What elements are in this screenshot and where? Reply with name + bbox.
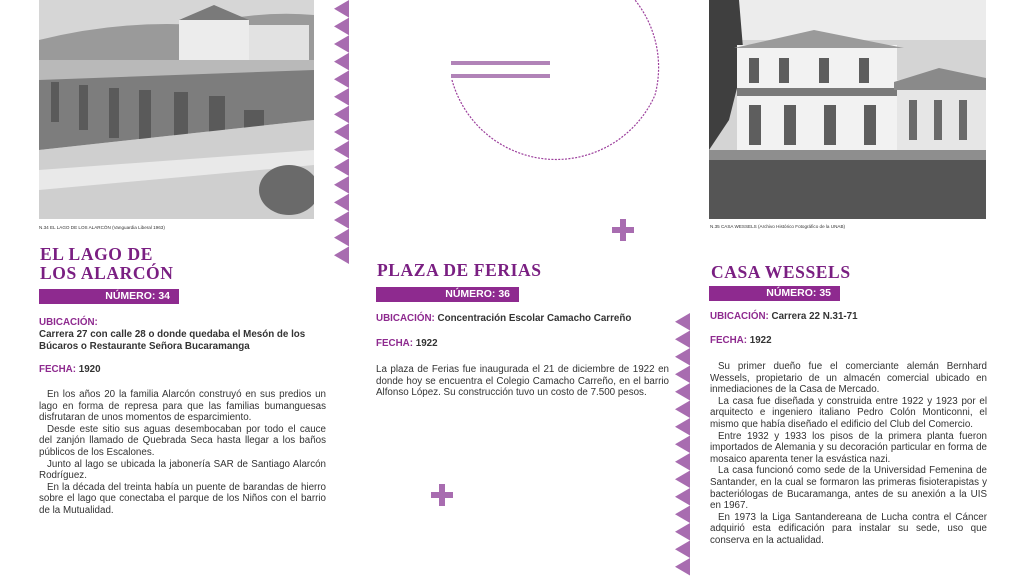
- triangle-mark: [675, 366, 690, 384]
- wessels-date-label: FECHA:: [710, 335, 748, 346]
- plaza-title: PLAZA DE FERIAS: [377, 260, 542, 280]
- lake-title: [40, 245, 174, 283]
- triangle-mark: [334, 106, 349, 124]
- plaza-paragraph: La plaza de Ferias fue inaugurada el 21 de diciembre de 1922 en donde hoy se encuentra el Colegio Camacho Carreño, en el barrio Alfonso López. Su construcción tuvo un costo de 7.500 pesos.: [376, 364, 669, 399]
- lake-location: [39, 317, 311, 353]
- triangle-mark: [334, 229, 349, 247]
- plaza-date: [376, 338, 438, 350]
- lake-paragraph: En los años 20 la familia Alarcón construyó en sus predios un lago en forma de represa para que las familias bumanguesas disfrutaran de unos momentos de esparcimiento.: [39, 389, 326, 424]
- wessels-paragraph: La casa fue diseñada y construida entre 1922 y 1923 por el arquitecto e ingeniero italiano Pedro Colón Monticonni, el mismo que había diseñado el edificio del Club del Comercio.: [710, 395, 987, 430]
- triangle-mark: [334, 246, 349, 264]
- wessels-date: [710, 335, 772, 347]
- lake-body: [39, 389, 326, 517]
- wessels-number-badge: NÚMERO: 35: [709, 286, 840, 301]
- lake-location-label: UBICACIÓN:: [39, 317, 98, 328]
- triangle-mark: [675, 383, 690, 401]
- triangle-mark: [675, 436, 690, 454]
- triangle-mark: [675, 523, 690, 541]
- triangle-mark: [675, 488, 690, 506]
- plaza-date-value: 1922: [415, 338, 438, 349]
- wessels-location: [710, 311, 990, 323]
- wessels-photo-caption: N.35 CASA WESSELS (Archivo Histórico Fotográfico de la UNAB): [710, 224, 846, 229]
- triangle-mark: [675, 506, 690, 524]
- triangle-mark: [675, 418, 690, 436]
- triangle-strip-right: [674, 313, 692, 576]
- lake-title-line1: EL LAGO DE: [40, 244, 153, 264]
- triangle-mark: [334, 176, 349, 194]
- lake-location-value: Carrera 27 con calle 28 o donde quedaba el Mesón de los Búcaros o Restaurante Señora Bucaramanga: [39, 329, 306, 352]
- lake-photo: [39, 0, 314, 219]
- triangle-mark: [334, 194, 349, 212]
- plaza-number-badge: NÚMERO: 36: [376, 287, 519, 302]
- plus-icon: [431, 484, 453, 506]
- lake-number-badge: NÚMERO: 34: [39, 289, 179, 304]
- lake-photo-caption: N.34 EL LAGO DE LOS ALARCÓN (Vanguardia Liberal 1963): [39, 225, 165, 230]
- wessels-paragraph: Entre 1932 y 1933 los pisos de la primera planta fueron importados de Alemania y su decoración particular en forma de mosaico aparenta tener la esvástica nazi.: [710, 430, 987, 465]
- wessels-photo: [709, 0, 986, 219]
- lake-date-label: FECHA:: [39, 364, 77, 375]
- triangle-mark: [334, 141, 349, 159]
- wessels-body: [710, 361, 987, 547]
- plaza-location-label: UBICACIÓN:: [376, 313, 435, 324]
- triangle-mark: [334, 18, 349, 36]
- plaza-location: [376, 313, 676, 325]
- triangle-mark: [334, 123, 349, 141]
- triangle-mark: [334, 35, 349, 53]
- triangle-mark: [334, 53, 349, 71]
- triangle-mark: [675, 453, 690, 471]
- wessels-location-value: Carrera 22 N.31-71: [771, 311, 858, 322]
- lake-date: [39, 364, 101, 376]
- triangle-mark: [334, 88, 349, 106]
- wessels-title: CASA WESSELS: [711, 262, 851, 282]
- lake-title-line2: LOS ALARCÓN: [40, 263, 174, 283]
- wessels-paragraph: En 1973 la Liga Santandereana de Lucha contra el Cáncer adquirió esta edificación para instalar su sede, uso que conserva en la actualidad.: [710, 511, 987, 546]
- lake-paragraph: Junto al lago se ubicada la jabonería SAR de Santiago Alarcón Rodríguez.: [39, 458, 326, 482]
- triangle-mark: [675, 471, 690, 489]
- triangle-mark: [675, 401, 690, 419]
- wessels-date-value: 1922: [749, 335, 772, 346]
- plaza-location-value: Concentración Escolar Camacho Carreño: [437, 313, 632, 324]
- lake-paragraph: En la década del treinta había un puente de barandas de hierro sobre el lago que conectaba el parque de los Niños con el barrio de la Mutualidad.: [39, 481, 326, 516]
- wessels-location-label: UBICACIÓN:: [710, 311, 769, 322]
- plaza-body: [376, 364, 669, 399]
- triangle-mark: [675, 348, 690, 366]
- plaza-date-label: FECHA:: [376, 338, 414, 349]
- double-line-icon: [451, 61, 550, 81]
- lake-date-value: 1920: [78, 364, 101, 375]
- lake-paragraph: Desde este sitio sus aguas desembocaban por todo el cauce del zanjón llamado de Quebrada Seca hasta llegar a los baños públicos de los Escalones.: [39, 423, 326, 458]
- triangle-strip-left: [333, 0, 351, 266]
- wessels-paragraph: Su primer dueño fue el comerciante alemán Bernhard Wessels, propietario de un almacén comercial ubicado en inmediaciones de la Casa de Mercado.: [710, 361, 987, 396]
- triangle-mark: [334, 211, 349, 229]
- wessels-paragraph: La casa funcionó como sede de la Universidad Femenina de Santander, en la cual se formaron las primeras fisioterapistas y bacteriólogas de Bucaramanga, antes de su anexión a la UIS en 1967.: [710, 465, 987, 512]
- triangle-mark: [675, 541, 690, 559]
- triangle-mark: [675, 331, 690, 349]
- triangle-mark: [675, 558, 690, 576]
- circle-outline-decoration: [440, 0, 670, 165]
- triangle-mark: [675, 313, 690, 331]
- triangle-mark: [334, 70, 349, 88]
- triangle-mark: [334, 158, 349, 176]
- plus-icon: [612, 219, 634, 241]
- triangle-mark: [334, 0, 349, 18]
